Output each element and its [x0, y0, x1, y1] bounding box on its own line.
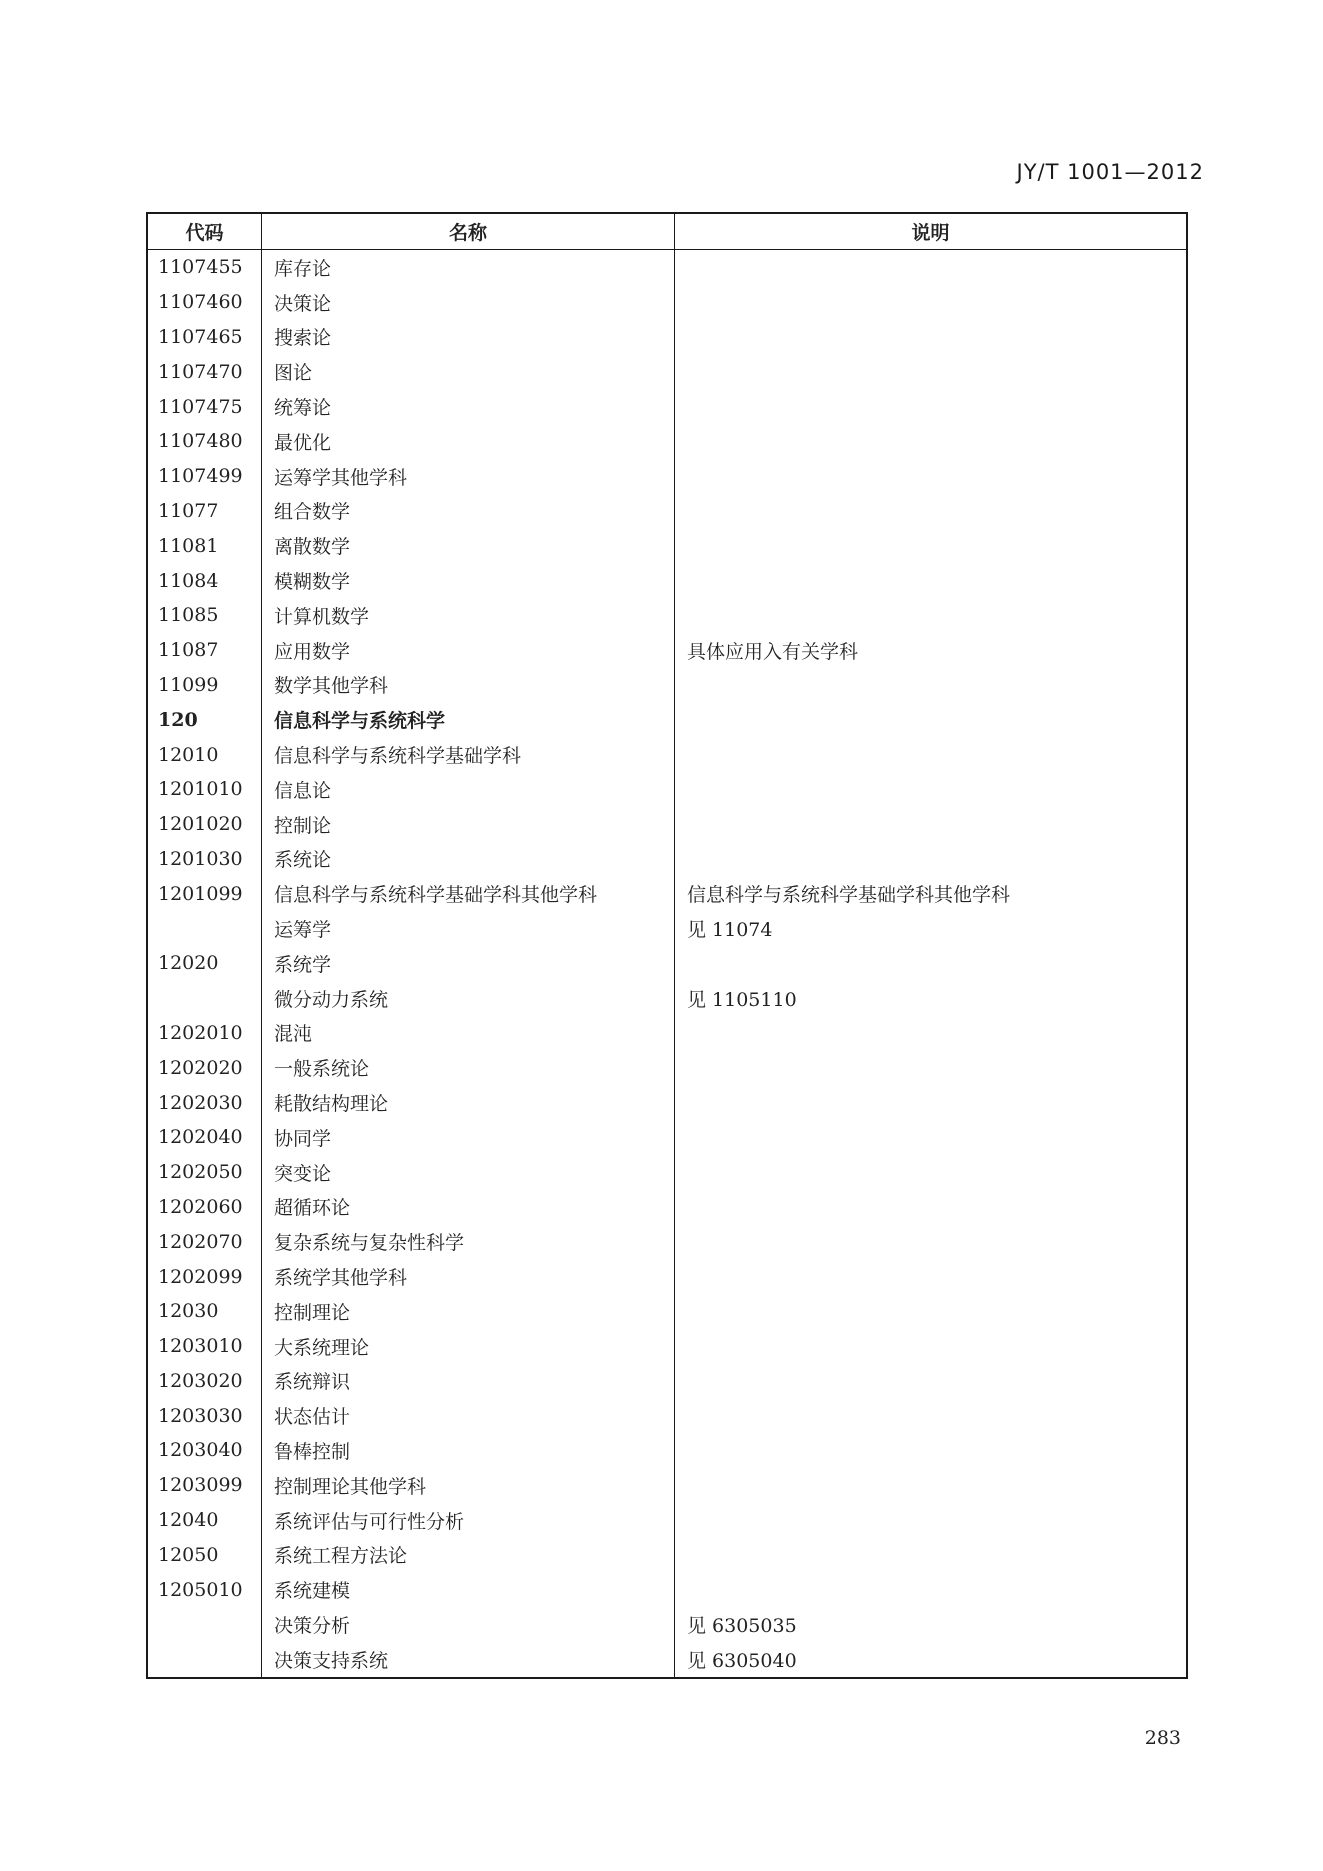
table-row: [148, 563, 1186, 598]
code-cell: [148, 1642, 262, 1677]
name-cell: 超循环论: [262, 1190, 675, 1225]
table-row: [148, 981, 1186, 1016]
note-cell: [675, 1190, 1186, 1225]
note-cell: [675, 842, 1186, 877]
note-cell: [675, 1537, 1186, 1572]
table-row: [148, 876, 1186, 911]
code-cell: [148, 1607, 262, 1642]
note-cell: [675, 1050, 1186, 1085]
note-cell: [675, 528, 1186, 563]
code-cell: 1202099: [148, 1259, 262, 1294]
name-cell: 复杂系统与复杂性科学: [262, 1224, 675, 1259]
note-cell: [675, 1120, 1186, 1155]
code-cell: 12020: [148, 946, 262, 981]
code-cell: 11087: [148, 633, 262, 668]
note-cell: [675, 1572, 1186, 1607]
table-row: [148, 807, 1186, 842]
note-cell: [675, 285, 1186, 320]
name-cell: 决策支持系统: [262, 1642, 675, 1677]
note-cell: [675, 1016, 1186, 1051]
table-row: [148, 1120, 1186, 1155]
note-cell: 见 6305035: [687, 1614, 797, 1637]
table-row: [148, 250, 1186, 285]
note-cell: [675, 807, 1186, 842]
note-cell: [675, 320, 1186, 355]
name-cell: 运筹学: [262, 911, 675, 946]
note-cell: [675, 702, 1186, 737]
note-cell: [675, 1364, 1186, 1399]
table-row: [148, 1085, 1186, 1120]
discipline-code-table: [146, 212, 1188, 1679]
name-cell: 系统评估与可行性分析: [262, 1503, 675, 1538]
table-row: [148, 1398, 1186, 1433]
code-cell: 1203010: [148, 1329, 262, 1364]
code-cell: 1107475: [148, 389, 262, 424]
name-cell: 运筹学其他学科: [262, 459, 675, 494]
name-cell: 鲁棒控制: [262, 1433, 675, 1468]
code-cell: 1202030: [148, 1085, 262, 1120]
table-row: [148, 494, 1186, 529]
name-cell: 协同学: [262, 1120, 675, 1155]
code-cell: 1202020: [148, 1050, 262, 1085]
name-cell: 状态估计: [262, 1398, 675, 1433]
name-cell: 信息科学与系统科学基础学科: [262, 737, 675, 772]
note-cell: [675, 1398, 1186, 1433]
table-row: [148, 1259, 1186, 1294]
table-row: [148, 1016, 1186, 1051]
standard-id: JY/T 1001—2012: [1016, 160, 1204, 184]
name-cell: 最优化: [262, 424, 675, 459]
note-cell: 见 11074: [687, 919, 773, 942]
table-row: [148, 1503, 1186, 1538]
note-cell: [675, 424, 1186, 459]
table-row: [148, 424, 1186, 459]
table-row: [148, 1155, 1186, 1190]
code-cell: 1107470: [148, 354, 262, 389]
note-cell: [675, 563, 1186, 598]
code-cell: 12010: [148, 737, 262, 772]
table-row: [148, 946, 1186, 981]
name-cell: 系统学: [262, 946, 675, 981]
name-cell: 系统建模: [262, 1572, 675, 1607]
note-cell: 见 6305040: [687, 1649, 797, 1672]
column-header-note: 说明: [911, 222, 950, 244]
name-cell: 搜索论: [262, 320, 675, 355]
table-row: [148, 528, 1186, 563]
note-cell: [675, 1294, 1186, 1329]
table-row: [148, 1294, 1186, 1329]
code-cell: 12050: [148, 1537, 262, 1572]
note-cell: [675, 1468, 1186, 1503]
table-row: [148, 842, 1186, 877]
code-cell: 1202050: [148, 1155, 262, 1190]
code-cell: 120: [148, 702, 262, 737]
code-cell: 1203030: [148, 1398, 262, 1433]
name-cell: 信息论: [262, 772, 675, 807]
code-cell: 1201030: [148, 842, 262, 877]
name-cell: 决策分析: [262, 1607, 675, 1642]
table-row: [148, 1364, 1186, 1399]
code-cell: 1203040: [148, 1433, 262, 1468]
code-cell: 1107465: [148, 320, 262, 355]
table-row: [148, 702, 1186, 737]
code-cell: 1203020: [148, 1364, 262, 1399]
name-cell: 控制论: [262, 807, 675, 842]
code-cell: 1201099: [148, 876, 262, 911]
name-cell: 微分动力系统: [262, 981, 675, 1016]
name-cell: 系统辩识: [262, 1364, 675, 1399]
table-row: [148, 911, 1186, 946]
note-cell: 信息科学与系统科学基础学科其他学科: [687, 884, 1011, 907]
note-cell: [675, 1503, 1186, 1538]
name-cell: 决策论: [262, 285, 675, 320]
table-row: [148, 1642, 1186, 1677]
column-header-name: 名称: [262, 214, 675, 249]
code-cell: 1107499: [148, 459, 262, 494]
code-cell: 1107455: [148, 250, 262, 285]
table-row: [148, 1190, 1186, 1225]
code-cell: 11084: [148, 563, 262, 598]
code-cell: 12030: [148, 1294, 262, 1329]
note-cell: [675, 354, 1186, 389]
table-row: [148, 354, 1186, 389]
table-row: [148, 598, 1186, 633]
note-cell: [675, 737, 1186, 772]
code-cell: 11081: [148, 528, 262, 563]
name-cell: 信息科学与系统科学: [262, 702, 675, 737]
table-header: [148, 214, 1186, 250]
note-cell: [675, 250, 1186, 285]
table-row: [148, 1607, 1186, 1642]
name-cell: 图论: [262, 354, 675, 389]
code-cell: [148, 911, 262, 946]
code-cell: 1202040: [148, 1120, 262, 1155]
note-cell: [675, 1224, 1186, 1259]
code-cell: 1201020: [148, 807, 262, 842]
name-cell: 突变论: [262, 1155, 675, 1190]
note-cell: [675, 668, 1186, 703]
table-row: [148, 1224, 1186, 1259]
table-body: [148, 250, 1186, 1677]
table-row: [148, 285, 1186, 320]
name-cell: 系统论: [262, 842, 675, 877]
name-cell: 信息科学与系统科学基础学科其他学科: [262, 876, 675, 911]
table-row: [148, 1329, 1186, 1364]
table-row: [148, 633, 1186, 668]
name-cell: 数学其他学科: [262, 668, 675, 703]
name-cell: 系统学其他学科: [262, 1259, 675, 1294]
table-row: [148, 459, 1186, 494]
code-cell: 11099: [148, 668, 262, 703]
note-cell: [675, 1329, 1186, 1364]
name-cell: 耗散结构理论: [262, 1085, 675, 1120]
code-cell: 1202070: [148, 1224, 262, 1259]
note-cell: 见 1105110: [687, 988, 797, 1011]
name-cell: 应用数学: [262, 633, 675, 668]
name-cell: 计算机数学: [262, 598, 675, 633]
note-cell: [675, 389, 1186, 424]
note-cell: [675, 1085, 1186, 1120]
table-row: [148, 1050, 1186, 1085]
table-row: [148, 389, 1186, 424]
code-cell: 1107460: [148, 285, 262, 320]
note-cell: [675, 1259, 1186, 1294]
code-cell: 1203099: [148, 1468, 262, 1503]
table-row: [148, 772, 1186, 807]
code-cell: 1107480: [148, 424, 262, 459]
note-cell: [675, 494, 1186, 529]
name-cell: 控制理论其他学科: [262, 1468, 675, 1503]
name-cell: 系统工程方法论: [262, 1537, 675, 1572]
table-row: [148, 737, 1186, 772]
note-cell: [675, 459, 1186, 494]
name-cell: 组合数学: [262, 494, 675, 529]
table-row: [148, 1468, 1186, 1503]
name-cell: 一般系统论: [262, 1050, 675, 1085]
code-cell: 11077: [148, 494, 262, 529]
table-row: [148, 1537, 1186, 1572]
note-cell: [675, 598, 1186, 633]
note-cell: [675, 946, 1186, 981]
code-cell: 1205010: [148, 1572, 262, 1607]
code-cell: 1202010: [148, 1016, 262, 1051]
name-cell: 离散数学: [262, 528, 675, 563]
code-cell: 1201010: [148, 772, 262, 807]
name-cell: 大系统理论: [262, 1329, 675, 1364]
page-number: 283: [1144, 1727, 1181, 1749]
note-cell: [675, 1155, 1186, 1190]
table-row: [148, 320, 1186, 355]
code-cell: 12040: [148, 1503, 262, 1538]
code-cell: [148, 981, 262, 1016]
name-cell: 统筹论: [262, 389, 675, 424]
table-row: [148, 1572, 1186, 1607]
code-cell: 11085: [148, 598, 262, 633]
name-cell: 模糊数学: [262, 563, 675, 598]
note-cell: [675, 772, 1186, 807]
name-cell: 控制理论: [262, 1294, 675, 1329]
note-cell: [675, 1433, 1186, 1468]
note-cell: 具体应用入有关学科: [687, 640, 859, 663]
table-row: [148, 1433, 1186, 1468]
name-cell: 混沌: [262, 1016, 675, 1051]
name-cell: 库存论: [262, 250, 675, 285]
table-row: [148, 668, 1186, 703]
column-header-code: 代码: [148, 214, 262, 249]
code-cell: 1202060: [148, 1190, 262, 1225]
